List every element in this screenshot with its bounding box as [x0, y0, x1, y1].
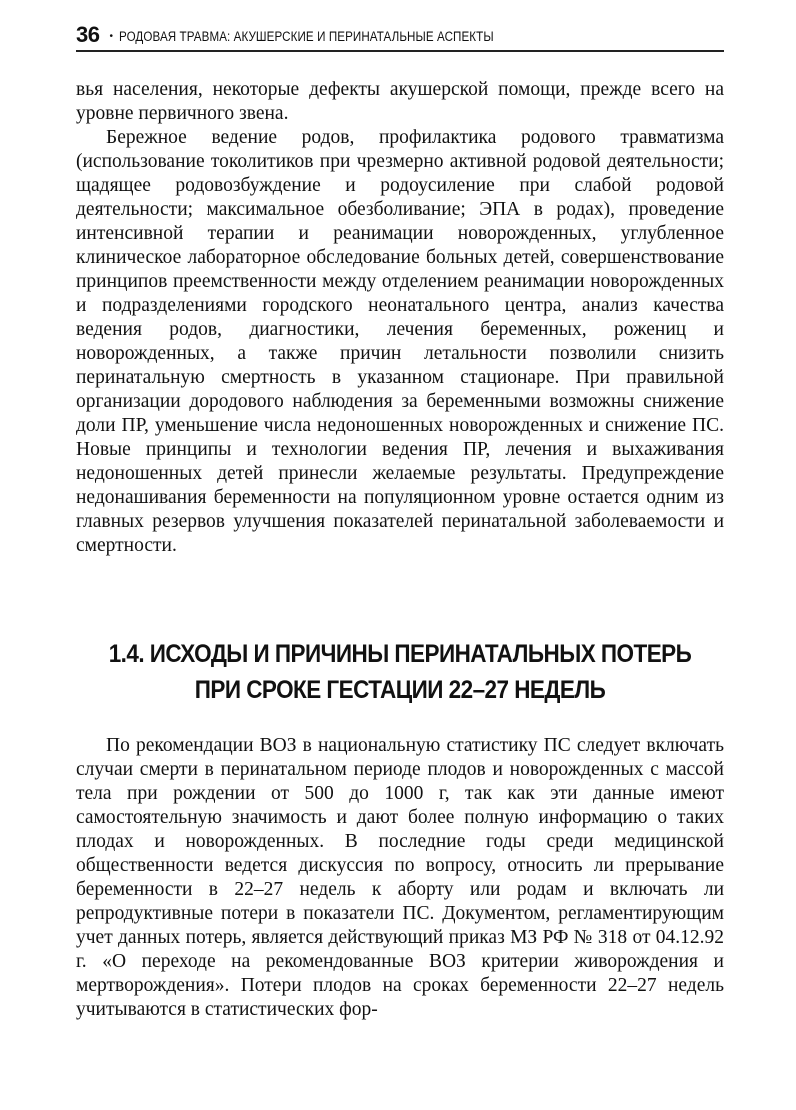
section-heading — [76, 636, 724, 708]
text-block-bottom — [76, 734, 724, 1022]
paragraph: Бережное ведение родов, профилактика родового травматизма (использование токолитиков при чрезмерно активной родовой деятельности; щадящее родовозбуждение и родоусиление при слабой родовой деятельности; максимальное обезболивание; ЭПА в родах), проведение интенсивной терапии и реанимации новорожденных, углубленное клиническое лабораторное обследование больных детей, совершенствование принципов преемственности между отделением реанимации новорожденных и подразделениями городского неонатального центра, анализ качества ведения родов, диагностики, лечения беременных, рожениц и новорожденных, а также причин летальности позволили снизить перинатальную смертность в указанном стационаре. При правильной организации дородового наблюдения за беременными возможны снижение доли ПР, уменьшение числа недоношенных новорожденных и снижение ПС. Новые принципы и технологии ведения ПР, лечения и выхаживания недоношенных детей принесли желаемые результаты. Предупреждение недонашивания беременности на популяционном уровне остается одним из главных резервов улучшения показателей перинатальной заболеваемости и смертности. — [76, 127, 724, 556]
text-block-top — [76, 78, 724, 558]
section-heading-line-2: ПРИ СРОКЕ ГЕСТАЦИИ 22–27 НЕДЕЛЬ — [194, 676, 606, 704]
header-bullet: • — [109, 31, 113, 42]
running-header — [76, 22, 724, 52]
section-heading-line-1: 1.4. ИСХОДЫ И ПРИЧИНЫ ПЕРИНАТАЛЬНЫХ ПОТЕРЬ — [108, 640, 692, 668]
paragraph-continuation: вья населения, некоторые дефекты акушерской помощи, прежде всего на уровне первичного звена. — [76, 79, 724, 124]
paragraph: По рекомендации ВОЗ в национальную статистику ПС следует включать случаи смерти в перинатальном периоде плодов и новорожденных с массой тела при рождении от 500 до 1000 г, так как эти данные имеют самостоятельную значимость и дают более полную информацию о таких плодах и новорожденных. В последние годы среди медицинской общественности ведется дискуссия по вопросу, относить ли прерывание беременности в 22–27 недель к аборту или родам и включать ли репродуктивные потери в показатели ПС. Документом, регламентирующим учет данных потерь, является действующий приказ МЗ РФ № 318 от 04.12.92 г. «О переходе на рекомендованные ВОЗ критерии живорождения и мертворождения». Потери плодов на сроках беременности 22–27 недель учитываются в статистических фор- — [76, 735, 724, 1020]
page-number: 36 — [76, 22, 100, 47]
running-header-title: РОДОВАЯ ТРАВМА: АКУШЕРСКИЕ И ПЕРИНАТАЛЬНЫЕ АСПЕКТЫ — [119, 29, 494, 44]
